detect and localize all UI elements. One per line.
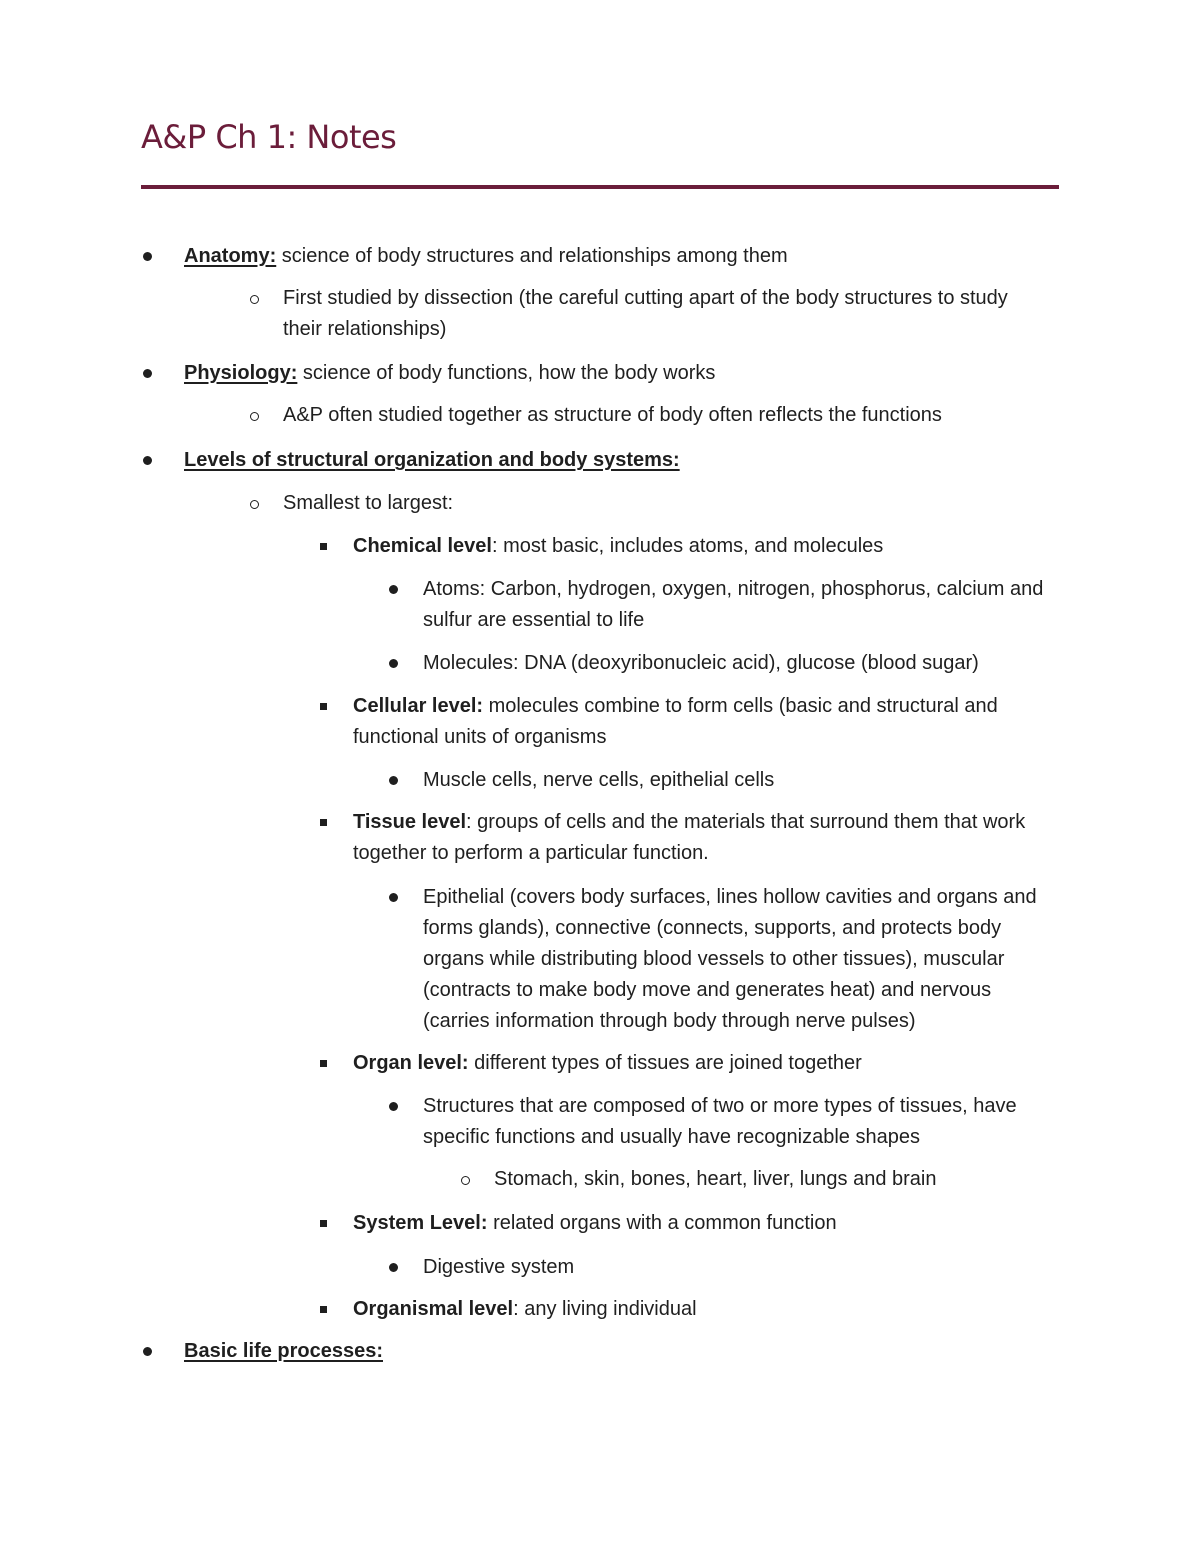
bullet-icon (389, 585, 398, 594)
bullet-icon (143, 252, 152, 261)
bullet-icon (143, 456, 152, 465)
circle-bullet-icon (250, 412, 259, 421)
bullet-icon (143, 369, 152, 378)
item-text: Smallest to largest: (283, 492, 454, 514)
item-text: Digestive system (423, 1256, 575, 1278)
list-item-levels (184, 445, 1064, 476)
circle-bullet-icon (250, 500, 259, 509)
item-text: Structures that are composed of two or more types of tissues, have specific functions and usually have recognizable shapes (423, 1095, 1017, 1148)
item-text: related organs with a common function (487, 1212, 837, 1234)
list-item-ap-together (283, 400, 1063, 431)
item-text: Stomach, skin, bones, heart, liver, lungs and brain (494, 1168, 937, 1190)
term-levels: Levels of structural organization and body systems: (184, 449, 680, 471)
item-text: different types of tissues are joined together (468, 1052, 862, 1074)
term-physiology: Physiology: (184, 362, 298, 384)
list-item-physiology (184, 358, 1064, 389)
term-tissue-level: Tissue level (353, 811, 467, 833)
bullet-icon (389, 1102, 398, 1111)
item-text: Epithelial (covers body surfaces, lines hollow cavities and organs and forms glands), connective (connects, supports, and protects body organs while distributing blood vessels to other tissues), muscular (contracts to make body move and generates heat) and nervous (carries information through body through nerve pulses) (423, 886, 1037, 1032)
list-item-chemical-level (353, 531, 1053, 562)
list-item-anatomy (184, 241, 1064, 272)
term-organ-level: Organ level: (353, 1052, 469, 1074)
item-text: Molecules: DNA (deoxyribonucleic acid), glucose (blood sugar) (423, 652, 979, 674)
item-text: : groups of cells and the materials that surround them that work together to perform a particular function. (353, 811, 1026, 864)
list-item-cellular-level (353, 691, 1053, 753)
bullet-icon (389, 893, 398, 902)
term-cellular-level: Cellular level: (353, 695, 484, 717)
list-item-organ-structures (423, 1091, 1053, 1153)
term-chemical-level: Chemical level (353, 535, 492, 557)
bullet-icon (389, 659, 398, 668)
list-item-organ-examples (494, 1164, 1054, 1195)
item-text: Atoms: Carbon, hydrogen, oxygen, nitrogen, phosphorus, calcium and sulfur are essential to life (423, 578, 1044, 631)
bullet-icon (389, 1263, 398, 1272)
item-text: A&P often studied together as structure of body often reflects the functions (283, 404, 942, 426)
square-bullet-icon (320, 703, 327, 710)
list-item-dissection (283, 283, 1043, 345)
square-bullet-icon (320, 543, 327, 550)
item-text: : most basic, includes atoms, and molecules (491, 535, 884, 557)
list-item-system-level (353, 1208, 1053, 1239)
list-item-tissue-types (423, 882, 1058, 1037)
list-item-organ-level (353, 1048, 1053, 1079)
page-title: A&P Ch 1: Notes (141, 118, 397, 156)
title-underline (141, 185, 1059, 189)
list-item-tissue-level (353, 807, 1053, 869)
list-item-cell-examples (423, 765, 1053, 796)
item-text: science of body structures and relationships among them (276, 245, 788, 267)
item-text: First studied by dissection (the careful cutting apart of the body structures to study their relationships) (283, 287, 1008, 340)
list-item-basic-life-processes (184, 1336, 1064, 1367)
square-bullet-icon (320, 1060, 327, 1067)
list-item-molecules (423, 648, 1053, 679)
item-text: science of body functions, how the body works (297, 362, 716, 384)
term-system-level: System Level: (353, 1212, 488, 1234)
bullet-icon (389, 776, 398, 785)
term-anatomy: Anatomy: (184, 245, 277, 267)
list-item-organismal-level (353, 1294, 1053, 1325)
term-basic-life-processes: Basic life processes: (184, 1340, 383, 1362)
square-bullet-icon (320, 1220, 327, 1227)
list-item-atoms (423, 574, 1053, 636)
item-text: Muscle cells, nerve cells, epithelial cells (423, 769, 775, 791)
circle-bullet-icon (250, 295, 259, 304)
term-organismal-level: Organismal level (353, 1298, 514, 1320)
list-item-smallest (283, 488, 1043, 519)
circle-bullet-icon (461, 1176, 470, 1185)
list-item-digestive (423, 1252, 1053, 1283)
item-text: molecules combine to form cells (basic and structural and functional units of organisms (353, 695, 998, 748)
item-text: : any living individual (513, 1298, 697, 1320)
bullet-icon (143, 1347, 152, 1356)
square-bullet-icon (320, 819, 327, 826)
square-bullet-icon (320, 1306, 327, 1313)
